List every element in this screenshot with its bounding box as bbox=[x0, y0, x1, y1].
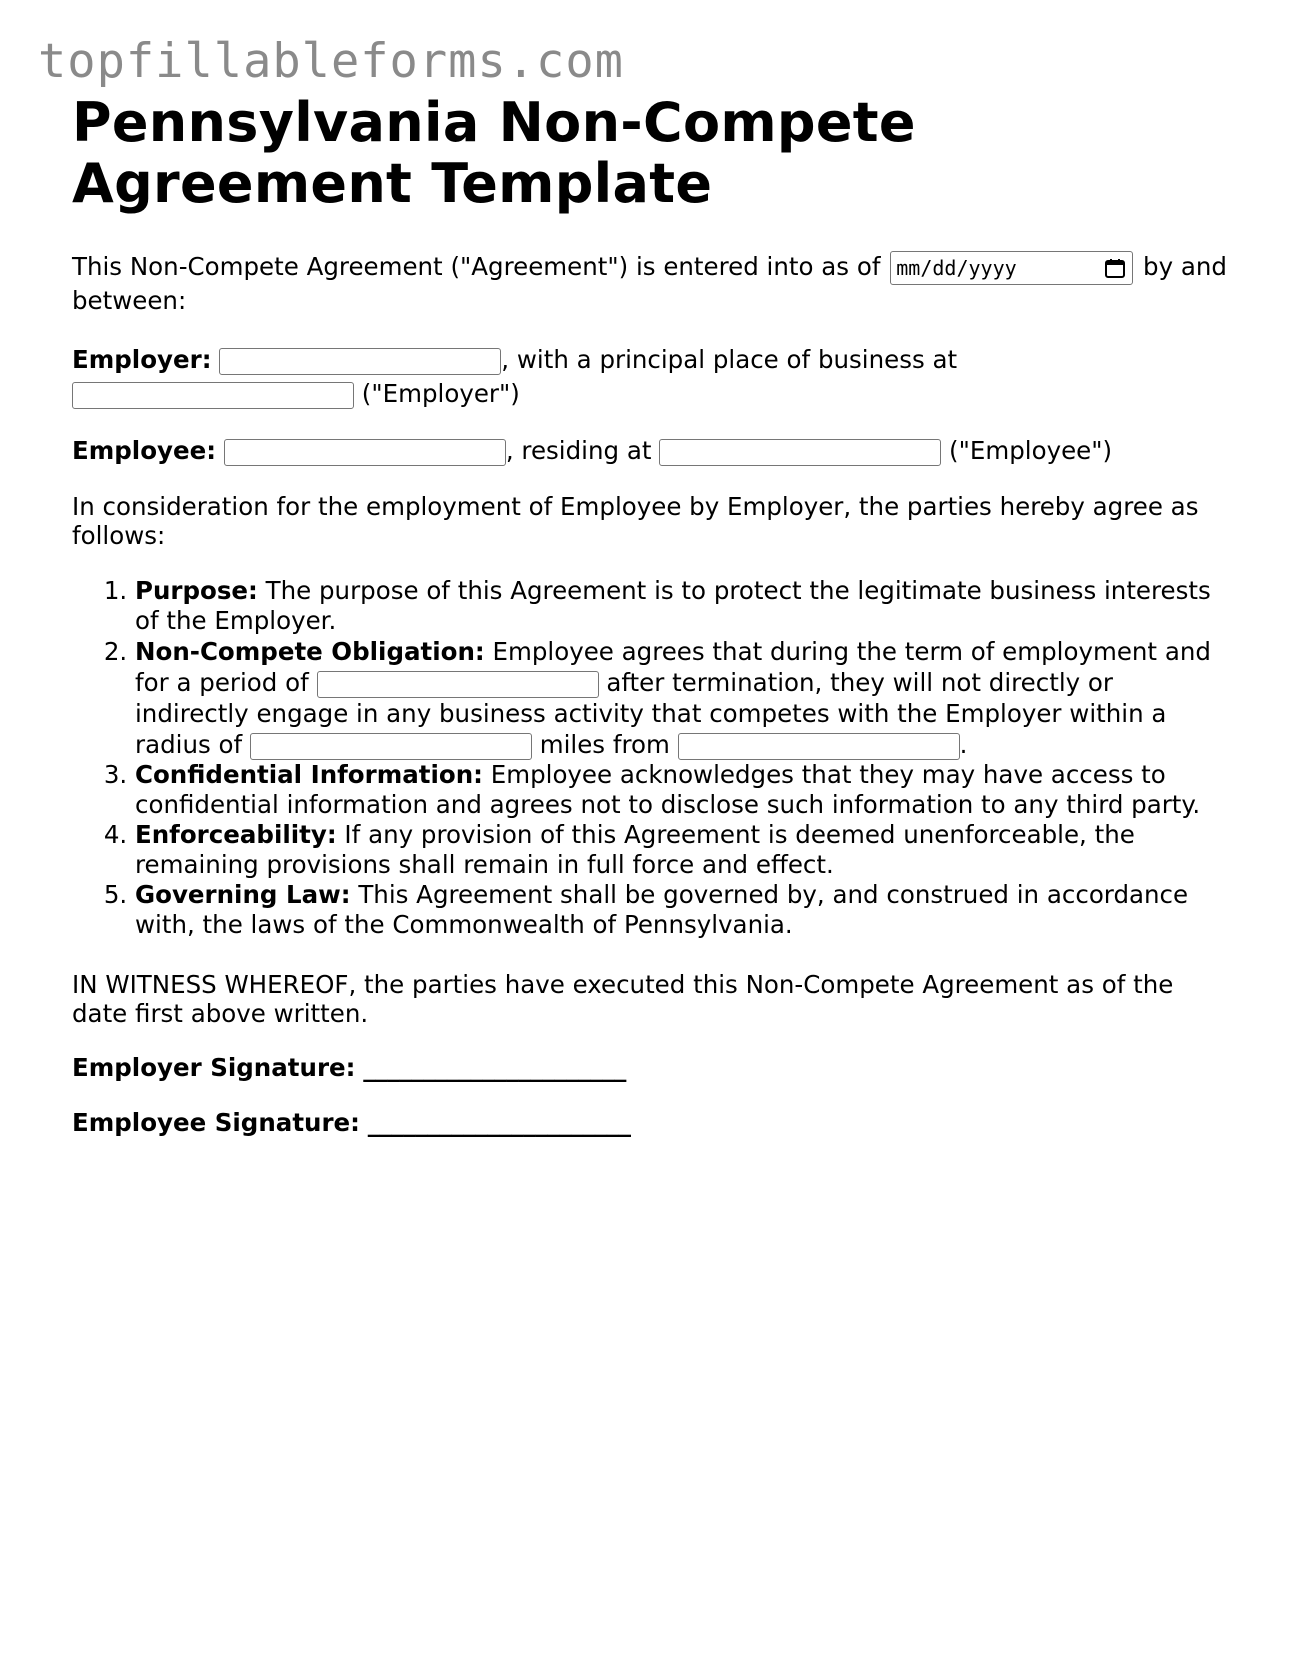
witness-paragraph: IN WITNESS WHEREOF, the parties have executed this Non-Compete Agreement as of the date first above written. bbox=[72, 970, 1174, 1028]
clause-list bbox=[72, 576, 1232, 940]
clause-title: Confidential Information: bbox=[135, 760, 483, 789]
clause-title: Governing Law: bbox=[135, 880, 351, 909]
list-item bbox=[135, 576, 1232, 636]
list-item bbox=[135, 760, 1232, 820]
page-title: Pennsylvania Non-Compete Agreement Template bbox=[72, 91, 916, 215]
employer-label: Employer: bbox=[72, 345, 212, 374]
employer-line-suffix: ("Employer") bbox=[361, 379, 520, 408]
intro-paragraph bbox=[72, 251, 1232, 316]
list-item bbox=[135, 636, 1232, 760]
employee-label: Employee: bbox=[72, 436, 217, 465]
employer-line bbox=[72, 343, 1232, 411]
date-placeholder: mm/dd/yyyy bbox=[896, 255, 1017, 280]
clause-text: miles from bbox=[539, 730, 670, 759]
clause-title: Purpose: bbox=[135, 576, 258, 605]
clause-text: This Agreement shall be governed by, and construed in accordance with, the laws of the Commonwealth of Pennsylvania. bbox=[135, 880, 1189, 939]
clause-text: If any provision of this Agreement is deemed unenforceable, the remaining provisions shall remain in full force and effect. bbox=[135, 820, 1135, 879]
employee-address-input[interactable] bbox=[659, 439, 941, 466]
intro-text-before: This Non-Compete Agreement ("Agreement") is entered into as of bbox=[72, 252, 881, 281]
clause-text: Employee agrees that during the term of employment and for a period of bbox=[135, 637, 1211, 697]
agreement-date-input[interactable] bbox=[890, 251, 1133, 285]
employee-line-mid: , residing at bbox=[505, 436, 652, 465]
employer-signature-label: Employer Signature: bbox=[72, 1053, 356, 1082]
clause-text: . bbox=[959, 730, 968, 759]
intro-text-after: by and between: bbox=[72, 252, 1227, 315]
employer-signature-blank[interactable]: ______________________ bbox=[363, 1053, 627, 1082]
list-item bbox=[135, 880, 1232, 940]
clause-title: Non-Compete Obligation: bbox=[135, 637, 485, 666]
document bbox=[72, 92, 1232, 1139]
calendar-icon[interactable] bbox=[1104, 258, 1126, 279]
radius-location-input[interactable] bbox=[678, 733, 960, 760]
employer-name-input[interactable] bbox=[219, 348, 501, 375]
consideration-paragraph: In consideration for the employment of Employee by Employer, the parties hereby agree as follows: bbox=[72, 492, 1199, 550]
noncompete-period-input[interactable] bbox=[317, 671, 599, 698]
clause-text: The purpose of this Agreement is to protect the legitimate business interests of the Employer. bbox=[135, 576, 1211, 635]
employee-signature-line bbox=[72, 1107, 1232, 1139]
employee-line-suffix: ("Employee") bbox=[949, 436, 1113, 465]
watermark: topfillableforms.com bbox=[38, 34, 624, 89]
clause-text: after termination, they will not directly or indirectly engage in any business activity that competes with the Employer within a radius of bbox=[135, 668, 1167, 759]
employer-address-input[interactable] bbox=[72, 382, 354, 409]
list-item bbox=[135, 820, 1232, 880]
employee-line bbox=[72, 435, 1232, 466]
employee-signature-blank[interactable]: ______________________ bbox=[367, 1108, 631, 1137]
radius-miles-input[interactable] bbox=[250, 733, 532, 760]
employer-line-mid: , with a principal place of business at bbox=[501, 345, 958, 374]
employee-signature-label: Employee Signature: bbox=[72, 1108, 360, 1137]
employee-name-input[interactable] bbox=[224, 439, 506, 466]
clause-text: Employee acknowledges that they may have access to confidential information and agrees not to disclose such information to any third party. bbox=[135, 760, 1201, 819]
clause-title: Enforceability: bbox=[135, 820, 337, 849]
employer-signature-line bbox=[72, 1052, 1232, 1084]
